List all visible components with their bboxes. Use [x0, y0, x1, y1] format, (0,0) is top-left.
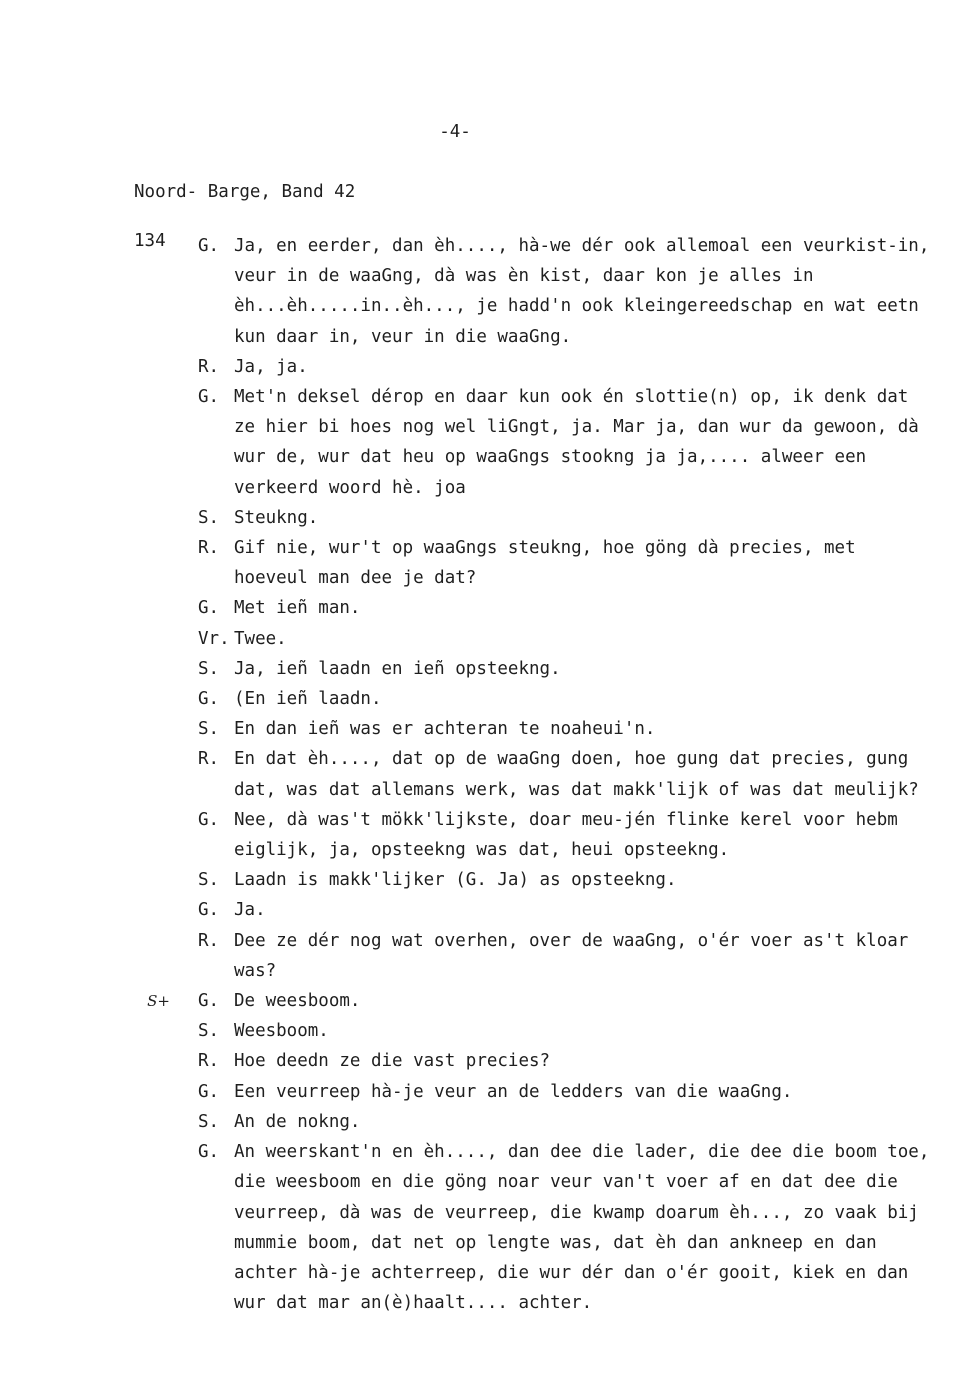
utterance-text: Een veurreep hà-je veur an de ledders van die waaGng. [234, 1081, 793, 1102]
transcript-turn [0, 1077, 979, 1107]
utterance-text: Met ieñ man. [234, 598, 361, 619]
speaker-label: G. [198, 1081, 220, 1102]
utterance-text: En dan ieñ was er achteran te noaheui'n. [234, 719, 656, 740]
utterance-text: Weesboom. [234, 1021, 329, 1042]
speaker-label: G. [198, 689, 220, 710]
transcript-turn [0, 352, 979, 382]
line-reference: 134 [134, 231, 166, 251]
speaker-label: G. [198, 1142, 220, 1163]
margin-annotation [0, 593, 172, 623]
transcript-turn [0, 382, 979, 503]
speaker-label: R. [198, 749, 220, 770]
transcript-turn [0, 895, 979, 925]
speaker-label: S. [198, 719, 220, 740]
margin-annotation [0, 1016, 172, 1046]
utterance-text: De weesboom. [234, 991, 361, 1012]
margin-annotation [0, 684, 172, 714]
transcript-turn [0, 593, 979, 623]
margin-annotation [0, 382, 172, 503]
margin-annotation [0, 503, 172, 533]
margin-annotation [0, 654, 172, 684]
transcript-turn [0, 926, 979, 986]
speaker-label: S. [198, 658, 220, 679]
transcript-turn [0, 865, 979, 895]
speaker-label: S. [198, 870, 220, 891]
transcript-turn [0, 654, 979, 684]
speaker-label: R. [198, 538, 220, 559]
utterance-text: En dat èh...., dat op de waaGng doen, hoe gung dat precies, gung dat, was dat allemans werk, was dat makk'lijk of was dat meulijk? [234, 749, 919, 800]
utterance-text: Laadn is makk'lijker (G. Ja) as opsteekng. [234, 870, 677, 891]
transcript-turn [0, 986, 979, 1016]
speaker-label: G. [198, 236, 220, 256]
transcript-turn [0, 231, 979, 352]
utterance-text: An weerskant'n en èh...., dan dee die lader, die dee die boom toe, die weesboom en die göng noar veur van't voer af en dat dee die veurreep, dà was de veurreep, die kwamp doarum èh..., zo vaak bij mummie boom, dat net op lengte was, dat èh dan ankneep en dan achter hà-je achterreep, die wur dér dan o'ér gooit, kiek en dan wur dat mar an(è)haalt.... achter. [234, 1142, 930, 1314]
transcript-turn [0, 1107, 979, 1137]
utterance-text: Ja, ieñ laadn en ieñ opsteekng. [234, 658, 561, 679]
margin-annotation [0, 533, 172, 593]
utterance-text: An de nokng. [234, 1111, 361, 1132]
margin-annotation [0, 1137, 172, 1318]
transcript-turn [0, 684, 979, 714]
margin-annotation [0, 352, 172, 382]
transcript-turn [0, 533, 979, 593]
speaker-label: R. [198, 1051, 220, 1072]
margin-annotation [0, 805, 172, 865]
utterance-text: Steukng. [234, 507, 319, 528]
utterance-text: Ja, en eerder, dan èh...., hà-we dér ook allemoal een veurkist-in, veur in de waaGng, dà was èn kist, daar kon je alles in èh...èh.....in..èh..., je hadd'n ook kleingereedschap en wat eetn kun daar in, veur in die waaGng. [234, 236, 930, 347]
transcript-turn [0, 1016, 979, 1046]
margin-annotation [0, 895, 172, 925]
margin-annotation [0, 1077, 172, 1107]
transcript-turn [0, 714, 979, 744]
utterance-text: Gif nie, wur't op waaGngs steukng, hoe göng dà precies, met hoeveul man dee je dat? [234, 538, 856, 589]
margin-annotation [0, 1107, 172, 1137]
document-header: Noord- Barge, Band 42 [134, 182, 356, 202]
utterance-text: Hoe deedn ze die vast precies? [234, 1051, 551, 1072]
transcript-turn [0, 503, 979, 533]
speaker-label: G. [198, 900, 220, 921]
margin-annotation [0, 926, 172, 986]
transcript-turn [0, 624, 979, 654]
speaker-label: S. [198, 1021, 220, 1042]
utterance-text: Ja, ja. [234, 356, 308, 377]
margin-annotation: S+ [147, 992, 170, 1011]
speaker-label: G. [198, 991, 220, 1012]
margin-annotation [0, 714, 172, 744]
margin-annotation [0, 865, 172, 895]
speaker-label: S. [198, 1111, 220, 1132]
speaker-label: R. [198, 930, 220, 951]
utterance-text: Dee ze dér nog wat overhen, over de waaGng, o'ér voer as't kloar was? [234, 930, 909, 981]
margin-annotation [0, 231, 172, 352]
utterance-text: Twee. [234, 628, 287, 649]
utterance-text: (En ieñ laadn. [234, 689, 382, 710]
transcript [0, 231, 979, 1318]
utterance-text: Nee, dà was't mökk'lijkste, doar meu-jén flinke kerel voor hebm eiglijk, ja, opsteekng was dat, heui opsteekng. [234, 809, 898, 861]
margin-annotation [0, 624, 172, 654]
speaker-label: Vr. [198, 628, 230, 649]
transcript-turn [0, 1137, 979, 1318]
margin-annotation [0, 744, 172, 804]
speaker-label: G. [198, 598, 220, 619]
speaker-label: S. [198, 507, 220, 528]
page-number: -4- [439, 122, 471, 142]
speaker-label: G. [198, 387, 220, 408]
margin-annotation [0, 1046, 172, 1076]
transcript-turn [0, 805, 979, 865]
speaker-label: G. [198, 809, 220, 830]
utterance-text: Ja. [234, 900, 266, 921]
speaker-label: R. [198, 356, 220, 377]
transcript-turn [0, 744, 979, 804]
utterance-text: Met'n deksel dérop en daar kun ook én slottie(n) op, ik denk dat ze hier bi hoes nog wel liGngt, ja. Mar ja, dan wur da gewoon, dà wur de, wur dat heu op waaGngs stookng ja ja,.... alweer een verkeerd woord hè. joa [234, 387, 919, 498]
transcript-turn [0, 1046, 979, 1076]
